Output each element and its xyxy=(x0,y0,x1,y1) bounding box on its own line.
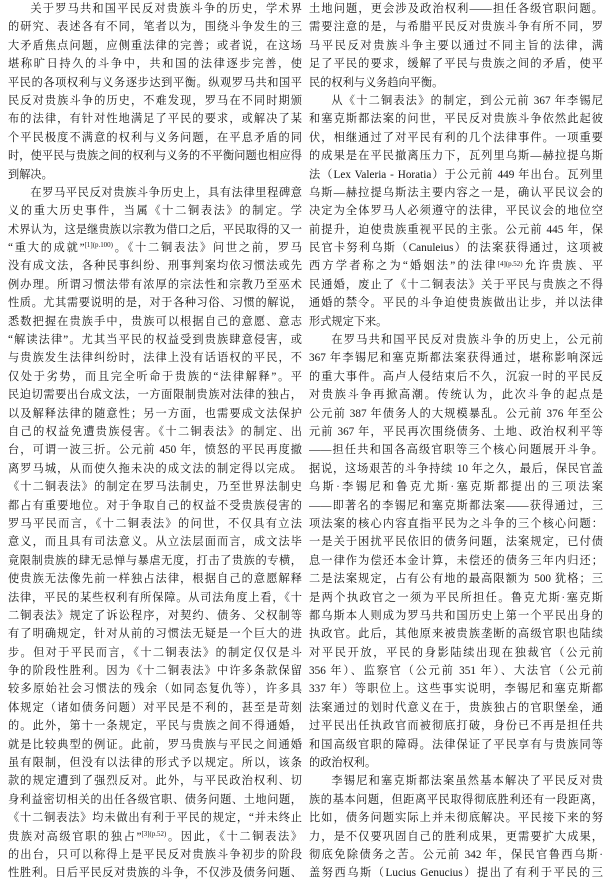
text-line: “重大的成就”$^{[1](p.100)}$。《十二铜表法》问世之前，罗马 xyxy=(8,241,302,255)
text-line: 意义，而且具有司法意义。从立法层面而言，成文法毕 xyxy=(8,536,302,549)
text-line: 与贵族发生法律纠纷时，法律上没有话语权的平民，不 xyxy=(8,352,302,365)
text-line: 竟限制贵族的肆无忌惮与暴虐无度，打击了贵族的专横， xyxy=(8,554,302,567)
text-line: 没有成文法，各种民事纠纷、刑事判案均依习惯法或先 xyxy=(8,260,302,273)
text-line: 对平民开放，平民的身影陆续出现在独裁官（公元前 xyxy=(309,646,603,659)
text-line: 民反对贵族斗争的历史，不难发现，罗马在不同时期颁 xyxy=(8,94,302,107)
text-line: 罗马平民而言，《十二铜表法》的问世，不仅具有立法 xyxy=(8,517,302,530)
text-line: 自己的权益免遭贵族侵害。《十二铜表法》的制定、出 xyxy=(8,425,302,438)
text-line: 二是法案规定，占有公有地的最高限额为 500 犹格；三 xyxy=(309,573,603,586)
text-line: 体规定（诸如债务问题）对平民是不利的，甚至是苛刻 xyxy=(8,701,302,714)
text-line: 在罗马共和国平民反对贵族斗争的历史上，公元前 xyxy=(331,334,603,347)
text-line: “解读法律”。尤其当平民的权益受到贵族肆意侵害，或 xyxy=(8,334,302,347)
text-line: 争的阶段性胜利。因为《十二铜表法》中许多条款保留 xyxy=(8,665,302,678)
text-line: 族的基本问题，但距离平民取得彻底胜利还有一段距离， xyxy=(309,793,603,806)
text-line: 需要注意的是，与希腊平民反对贵族斗争有所不同，罗 xyxy=(309,21,603,34)
text-line: 布的法律，有针对性地满足了平民的要求，或解决了某 xyxy=(8,113,302,126)
text-line: 《十二铜表法》的制定在罗马法制史，乃至世界法制史 xyxy=(8,481,302,494)
text-line: 执政官。此后，其他原来被贵族垄断的高级官职也陆续 xyxy=(309,628,603,641)
text-line: 较多原始社会习惯法的残余（如同态复仇等），许多具 xyxy=(8,683,302,696)
text-line: 仅处于劣势，而且完全听命于贵族的“法律解释”。平 xyxy=(8,370,302,383)
text-line: 367 年李锡尼和塞克斯都法案获得通过，堪称影响深远 xyxy=(309,352,603,365)
text-line: 在罗马平民反对贵族斗争历史上，具有法律里程碑意 xyxy=(30,186,302,199)
text-line: 术界认为，这是继贵族以宗教为借口之后，平民取得的又一 xyxy=(8,223,302,236)
text-line: 都占有重要地位。对于争取自己的权益不受贵族侵害的 xyxy=(8,499,302,512)
text-line: 法案通过的划时代意义在于，贵族独占的官职堡垒，通 xyxy=(309,701,603,714)
paragraph xyxy=(8,0,302,184)
text-line: 堪称旷日持久的斗争中，共和国的法律逐步完善，使 xyxy=(8,58,302,71)
text-line: 有了明确规定，针对从前的习惯法无疑是一个巨大的进 xyxy=(8,628,302,641)
text-line: 贵族对高级官职的独占”$^{[3](p.52)}$。因此，《十二铜表法》 xyxy=(8,829,302,843)
text-line: 马平民反对贵族斗争主要以通过不同主旨的法律，满 xyxy=(309,39,603,52)
text-line: 的政治权利。 xyxy=(309,757,377,770)
paragraph xyxy=(309,92,603,331)
text-line: ——即著名的李锡尼和塞克斯都法案——获得通过，三 xyxy=(309,499,603,512)
text-line: 和国高级官职的障碍。法律保证了平民享有与贵族同等 xyxy=(309,738,603,751)
text-line: 身利益密切相关的出任各级官职、债务问题、土地问题， xyxy=(8,793,302,806)
text-line: 到解决。 xyxy=(8,168,53,181)
text-line: 的出台，只可以称得上是平民反对贵族斗争初步的阶段 xyxy=(8,848,302,861)
text-line: 民通婚，废止了《十二铜表法》关于平民与贵族之不得 xyxy=(309,278,603,291)
text-line: 悉数把握在贵族手中，贵族可以根据自己的意愿、意志 xyxy=(8,315,302,328)
text-line: 项法案的核心内容直指平民为之斗争的三个核心问题： xyxy=(309,517,603,530)
text-line: 虽有限制，但没有以法律的形式予以规定。所以，该条 xyxy=(8,757,302,770)
text-line: 法（Lex Valeria - Horatia）于公元前 449 年出台。瓦列里 xyxy=(309,168,603,181)
right-column xyxy=(309,0,603,883)
text-line: 例办理。所谓习惯法带有浓厚的宗法性和宗教乃至巫术 xyxy=(8,278,302,291)
text-line: 二铜表法》规定了诉讼程序，对契约、债务、父权制等 xyxy=(8,609,302,622)
text-line: 据说，这场艰苦的斗争持续 10 年之久，最后，保民官盖 xyxy=(309,462,603,475)
text-line: 足了平民的要求，缓解了平民与贵族之间的矛盾，使平 xyxy=(309,58,603,71)
text-line: ——担任共和国各高级官职等三个核心问题展开斗争。 xyxy=(309,444,603,457)
text-line: 都乌斯本人则成为罗马共和国历史上第一个平民出身的 xyxy=(309,609,603,622)
text-line: 款的规定遭到了强烈反对。此外，与平民政治权利、切 xyxy=(8,775,302,788)
text-line: 伏，相继通过了对平民有利的几个法律事件。一项重要 xyxy=(309,131,603,144)
text-line: 和塞克斯都法案的问世，平民反对贵族斗争依然此起彼 xyxy=(309,113,603,126)
text-line: 乌斯—赫拉提乌斯法主要内容之一是，确认平民议会的 xyxy=(309,186,603,199)
text-line: 就是比较典型的例证。此前，罗马贵族与平民之间通婚 xyxy=(8,738,302,751)
text-line: 对贵族斗争再掀高潮。传统认为，此次斗争的起点是 xyxy=(309,389,603,402)
text-line: 的研究、表述各有不同，笔者以为，围绕斗争发生的三 xyxy=(8,21,302,34)
text-line: 元前 367 年，平民再次围绕债务、土地、政治权利平等 xyxy=(309,425,603,438)
text-line: 民官卡努利乌斯（Canuleius）的法案获得通过，这项被 xyxy=(309,242,603,255)
citation-superscript: [1](p.100) xyxy=(84,241,113,250)
paragraph xyxy=(8,184,302,883)
text-line: 平民的各项权利与义务逐步达到平衡。纵观罗马共和国平 xyxy=(8,76,302,89)
text-line: 民的权利与义务趋向平衡。 xyxy=(309,76,444,89)
text-line: 李锡尼和塞克斯都法案虽然基本解决了平民反对贵 xyxy=(331,775,603,788)
text-line: 时，使平民与贵族之间的权利与义务的不平衡问题也相应得 xyxy=(8,150,302,163)
text-line: 《十二铜表法》均未做出有利于平民的规定，“并未终止 xyxy=(8,812,302,825)
text-line: 决定为全体罗马人必须遵守的法律，平民议会的地位空 xyxy=(309,205,603,218)
text-line: 彻底免除债务之苦。公元前 342 年，保民官鲁西乌斯· xyxy=(309,848,603,861)
left-column xyxy=(8,0,302,883)
text-line: 前提升，迫使贵族重视平民的主张。公元前 445 年，保 xyxy=(309,223,603,236)
text-line: 337 年）等职位上。这些事实说明，李锡尼和塞克斯都 xyxy=(309,683,603,696)
citation-superscript: [3](p.52) xyxy=(141,829,167,838)
text-line: 息一律作为偿还本金计算，未偿还的债务三年内归还； xyxy=(309,554,603,567)
text-line: 西方学者称之为“婚姻法”的法律$^{[4](p.52)}$允许贵族、平 xyxy=(309,259,603,273)
text-line: 形式规定下来。 xyxy=(309,315,388,328)
text-line: 法律，平民的某些权利有所保障。从司法角度上看，《十 xyxy=(8,591,302,604)
text-line: 步。但对于平民而言，《十二铜表法》的制定仅仅是斗 xyxy=(8,646,302,659)
text-line: 过平民出任执政官而被彻底打破，身份已不再是担任共 xyxy=(309,720,603,733)
paragraph xyxy=(309,772,603,882)
text-line: 的。此外，第十一条规定，平民与贵族之间不得通婚， xyxy=(8,720,302,733)
text-line: 性胜利。日后平民反对贵族的斗争，不仅涉及债务问题、 xyxy=(8,867,302,880)
text-line: 比如，债务问题实际上并未彻底解决。平民接下来的努 xyxy=(309,812,603,825)
text-line: 大矛盾焦点问题，应侧重法律的完善；或者说，在这场 xyxy=(8,39,302,52)
citation-superscript: [4](p.52) xyxy=(497,259,523,268)
text-line: 土地问题，更会涉及政治权利——担任各级官职问题。 xyxy=(309,3,603,15)
text-line: 使贵族无法像先前一样独占法律，根据自己的意愿解释 xyxy=(8,573,302,586)
text-line: 关于罗马共和国平民反对贵族斗争的历史，学术界 xyxy=(30,3,302,15)
text-line: 台，可谓一波三折。公元前 450 年，愤怒的平民再度撤 xyxy=(8,444,302,457)
text-line: 的成果是在平民撤离压力下，瓦列里乌斯—赫拉提乌斯 xyxy=(309,150,603,163)
text-line: 乌斯·李锡尼和鲁克尤斯·塞克斯都提出的三项法案 xyxy=(309,481,603,494)
paragraph xyxy=(309,331,603,772)
text-line: 民迫切需要出台成文法，一方面限制贵族对法律的独占， xyxy=(8,389,302,402)
text-line: 离罗马城，从而使久拖未决的成文法的制定得以完成。 xyxy=(8,462,302,475)
text-line: 义的重大历史事件，当属《十二铜表法》的制定。学 xyxy=(8,205,302,218)
text-line: 性质。尤其需要说明的是，对于各种习俗、习惯的解说， xyxy=(8,297,302,310)
text-line: 从《十二铜表法》的制定，到公元前 367 年李锡尼 xyxy=(331,94,603,107)
text-line: 公元前 387 年债务人的大规模暴乱。公元前 376 年至公 xyxy=(309,407,603,420)
paragraph xyxy=(309,0,603,92)
text-line: 356 年）、监察官（公元前 351 年）、大法官（公元前 xyxy=(309,665,603,678)
text-line: 的重大事件。高卢人侵结束后不久，沉寂一时的平民反 xyxy=(309,370,603,383)
text-line: 是两个执政官之一须为平民所担任。鲁克尤斯·塞克斯 xyxy=(309,591,603,604)
text-line: 以及解释法律的随意性；另一方面，也需要成文法保护 xyxy=(8,407,302,420)
text-line: 通婚的禁令。平民的斗争迫使贵族做出让步，并以法律 xyxy=(309,297,603,310)
text-line: 力，是不仅要巩固自己的胜利成果，更需要扩大成果， xyxy=(309,830,603,843)
text-line: 个平民极度不满意的权利与义务问题，在平息矛盾的同 xyxy=(8,131,302,144)
text-line: 盖努西乌斯（Lucius Genucius）提出了有利于平民的三 xyxy=(309,867,603,880)
text-line: 一是关于困扰平民依旧的债务问题，法案规定，已付债 xyxy=(309,536,603,549)
